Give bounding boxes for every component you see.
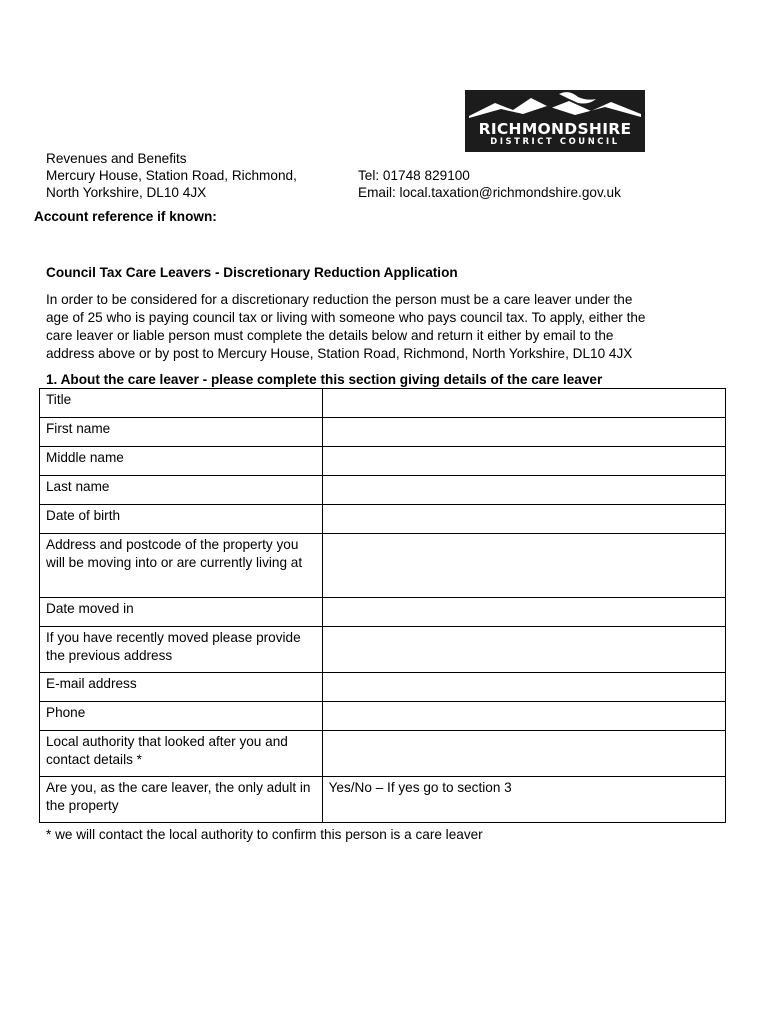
address-line: Mercury House, Station Road, Richmond, bbox=[46, 168, 297, 183]
intro-line: In order to be considered for a discretionary reduction the person must be a care leaver under the bbox=[46, 292, 633, 307]
intro-line: age of 25 who is paying council tax or living with someone who pays council tax. To apply, either the bbox=[46, 310, 646, 325]
council-logo bbox=[465, 90, 645, 152]
email-field[interactable] bbox=[322, 673, 725, 702]
form-row-date-of-birth bbox=[40, 505, 726, 534]
middle-name-field[interactable] bbox=[322, 447, 725, 476]
field-label: If you have recently moved please provide the previous address bbox=[40, 627, 323, 673]
field-label: Are you, as the care leaver, the only adult in the property bbox=[40, 777, 323, 823]
form-row-phone bbox=[40, 702, 726, 731]
care-leaver-form-table bbox=[39, 388, 726, 823]
date-of-birth-field[interactable] bbox=[322, 505, 725, 534]
title-field[interactable] bbox=[322, 389, 725, 418]
intro-paragraph bbox=[46, 291, 716, 363]
field-label: Date moved in bbox=[40, 598, 323, 627]
field-label: Address and postcode of the property you will be moving into or are currently living at bbox=[40, 534, 323, 598]
email-address: Email: local.taxation@richmondshire.gov.uk bbox=[358, 185, 621, 200]
landscape-bird-icon bbox=[465, 90, 645, 120]
form-row-only-adult bbox=[40, 777, 726, 823]
telephone: Tel: 01748 829100 bbox=[358, 168, 470, 183]
section-1-heading: 1. About the care leaver - please complete this section giving details of the care leaver bbox=[46, 372, 603, 387]
field-label: Local authority that looked after you and contact details * bbox=[40, 731, 323, 777]
logo-name: RICHMONDSHIRE bbox=[478, 120, 632, 138]
local-authority-field[interactable] bbox=[322, 731, 725, 777]
footnote: * we will contact the local authority to confirm this person is a care leaver bbox=[46, 827, 483, 842]
date-moved-in-field[interactable] bbox=[322, 598, 725, 627]
form-row-property-address bbox=[40, 534, 726, 598]
form-row-last-name bbox=[40, 476, 726, 505]
field-label: Phone bbox=[40, 702, 323, 731]
intro-line: care leaver or liable person must complete the details below and return it either by email to the bbox=[46, 328, 614, 343]
field-label: Title bbox=[40, 389, 323, 418]
field-label: E-mail address bbox=[40, 673, 323, 702]
field-label: Middle name bbox=[40, 447, 323, 476]
phone-field[interactable] bbox=[322, 702, 725, 731]
property-address-field[interactable] bbox=[322, 534, 725, 598]
only-adult-field[interactable]: Yes/No – If yes go to section 3 bbox=[322, 777, 725, 823]
field-label: First name bbox=[40, 418, 323, 447]
previous-address-field[interactable] bbox=[322, 627, 725, 673]
address-line: North Yorkshire, DL10 4JX bbox=[46, 185, 207, 200]
contact-details bbox=[358, 167, 621, 201]
logo-subtitle: DISTRICT COUNCIL bbox=[490, 136, 620, 146]
form-row-previous-address bbox=[40, 627, 726, 673]
form-row-date-moved-in bbox=[40, 598, 726, 627]
account-reference-label: Account reference if known: bbox=[34, 209, 217, 224]
form-row-first-name bbox=[40, 418, 726, 447]
last-name-field[interactable] bbox=[322, 476, 725, 505]
form-title: Council Tax Care Leavers - Discretionary Reduction Application bbox=[46, 265, 458, 280]
form-row-title bbox=[40, 389, 726, 418]
form-row-middle-name bbox=[40, 447, 726, 476]
form-row-local-authority bbox=[40, 731, 726, 777]
office-address bbox=[46, 150, 297, 201]
address-line: Revenues and Benefits bbox=[46, 151, 187, 166]
intro-line: address above or by post to Mercury House, Station Road, Richmond, North Yorkshire, DL10 4JX bbox=[46, 346, 633, 361]
form-row-email bbox=[40, 673, 726, 702]
first-name-field[interactable] bbox=[322, 418, 725, 447]
field-label: Last name bbox=[40, 476, 323, 505]
field-label: Date of birth bbox=[40, 505, 323, 534]
